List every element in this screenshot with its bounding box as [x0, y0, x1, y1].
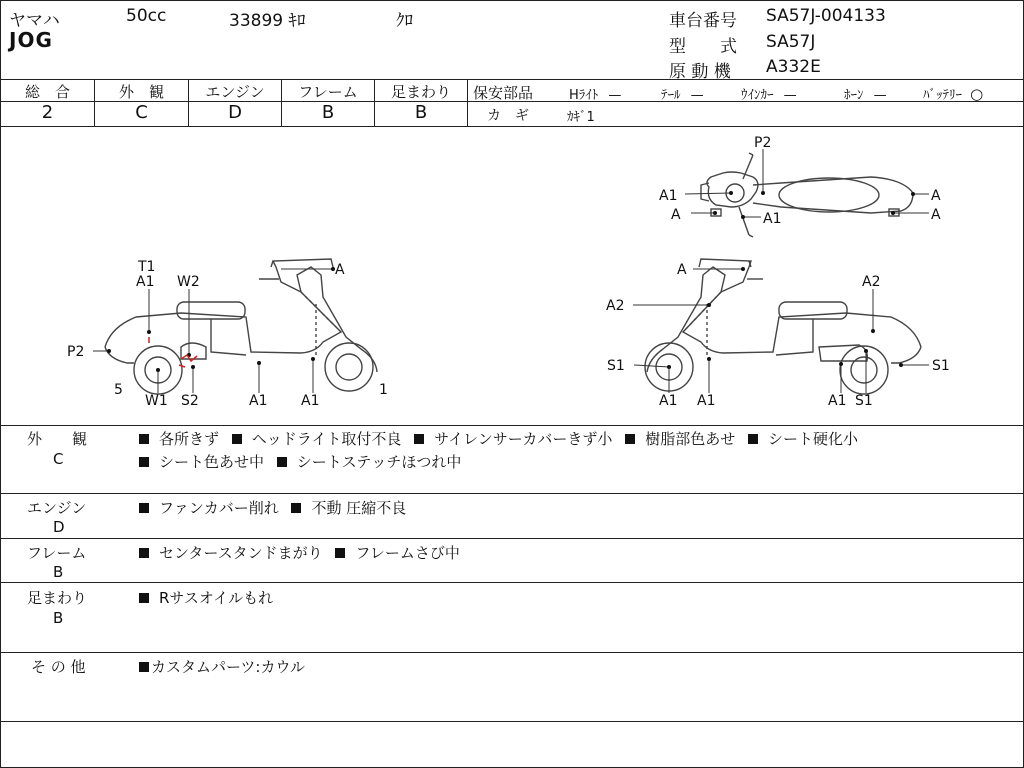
safety-item-value: — — [608, 88, 622, 103]
bullet-square — [139, 662, 149, 672]
finding: 各所きず — [159, 430, 220, 448]
mileage — [229, 6, 306, 31]
section-engine-line-1 — [139, 497, 406, 518]
section-other-line-1 — [139, 656, 305, 677]
label-right-a2: A2 — [606, 298, 625, 314]
finding: センタースタンドまがり — [159, 544, 323, 562]
bullet-square — [139, 434, 149, 444]
section-frame-line-1 — [139, 542, 460, 563]
label-right-a: A — [677, 262, 687, 278]
section-engine-label: エンジン — [27, 499, 87, 517]
bullet-square — [625, 434, 635, 444]
type-value: SA57J — [766, 32, 816, 52]
bullet-square — [414, 434, 424, 444]
safety-item-name: ｳｲﾝｶｰ — [741, 88, 774, 103]
divider — [1, 652, 1023, 653]
label-top-a1b: A1 — [763, 211, 782, 227]
divider — [1, 79, 1023, 80]
label-right-a2b: A2 — [862, 274, 881, 290]
safety-parts-label: 保安部品 — [473, 84, 534, 102]
finding: シート硬化小 — [768, 430, 859, 448]
engine-label: 原 動 機 — [669, 62, 731, 82]
bullet-square — [335, 548, 345, 558]
label-top-a-right: A — [931, 188, 941, 204]
finding: ファンカバー削れ — [159, 499, 279, 517]
damage-diagram — [1, 127, 1023, 425]
finding: 不動 圧縮不良 — [311, 499, 407, 517]
type-label: 型 式 — [669, 37, 737, 57]
grade-frame-label: フレーム — [298, 83, 358, 101]
section-frame-grade: B — [53, 563, 64, 581]
label-top-a: A — [671, 207, 681, 223]
divider — [1, 721, 1023, 722]
safety-item-name: Hﾗｲﾄ — [569, 88, 599, 103]
grade-total-value: 2 — [41, 102, 54, 123]
grade-engine-label: エンジン — [205, 83, 265, 101]
color: ｸﾛ — [396, 11, 413, 31]
bullet-square — [139, 503, 149, 513]
safety-winker — [741, 84, 797, 103]
section-exterior-line-2 — [139, 451, 461, 472]
bullet-square — [277, 457, 287, 467]
label-right-a1: A1 — [659, 393, 678, 409]
safety-item-name: ﾃｰﾙ — [661, 88, 681, 103]
frame-no: SA57J-004133 — [766, 6, 886, 26]
finding: シートステッチほつれ中 — [296, 453, 462, 471]
label-right-s1b: S1 — [932, 358, 950, 374]
safety-headlight — [569, 84, 621, 103]
grade-total-label: 総 合 — [24, 83, 70, 101]
bullet-square — [139, 548, 149, 558]
safety-item-value: — — [690, 88, 704, 103]
label-right-a1c: A1 — [828, 393, 847, 409]
safety-battery — [923, 84, 983, 103]
divider — [1, 425, 1023, 426]
maker: ヤマハ — [9, 11, 60, 31]
grade-suspension-value: B — [414, 102, 428, 123]
safety-item-name: ﾎｰﾝ — [844, 88, 864, 103]
label-left-a1-bottom: A1 — [249, 393, 268, 409]
displacement: 50cc — [126, 6, 167, 26]
finding: 樹脂部色あせ — [645, 430, 736, 448]
leader-lines — [93, 149, 929, 393]
marker-dots — [107, 191, 915, 372]
mileage-value: 33899 — [229, 11, 284, 31]
divider — [467, 79, 468, 126]
label-top-a-right2: A — [931, 207, 941, 223]
divider — [1, 582, 1023, 583]
section-exterior-label: 外 観 — [27, 430, 88, 448]
grade-exterior-label: 外 観 — [118, 83, 164, 101]
section-suspension-label: 足まわり — [27, 589, 88, 607]
section-exterior-grade: C — [53, 450, 64, 468]
divider — [1, 538, 1023, 539]
section-suspension-grade: B — [53, 609, 64, 627]
label-left-1: 1 — [379, 382, 388, 398]
label-right-s1: S1 — [607, 358, 625, 374]
safety-item-value: ○ — [970, 85, 984, 103]
divider — [1, 493, 1023, 494]
label-right-s1c: S1 — [855, 393, 873, 409]
safety-item-value: — — [783, 88, 797, 103]
bullet-square — [139, 593, 149, 603]
label-left-a1: A1 — [136, 274, 155, 290]
label-left-a: A — [335, 262, 345, 278]
mileage-unit: ｷﾛ — [288, 11, 306, 31]
key-value: ｶｷﾞ1 — [567, 110, 595, 125]
bullet-square — [139, 457, 149, 467]
finding: ヘッドライト取付不良 — [251, 430, 402, 448]
model-name: JOG — [9, 28, 53, 52]
finding: サイレンサーカバーきず小 — [434, 430, 613, 448]
grade-suspension-label: 足まわり — [390, 83, 451, 101]
bullet-square — [291, 503, 301, 513]
safety-item-value: — — [873, 88, 887, 103]
safety-horn — [844, 84, 887, 103]
safety-tail — [661, 84, 704, 103]
label-left-t1: T1 — [138, 259, 156, 275]
bullet-square — [232, 434, 242, 444]
label-left-w1: W1 — [145, 393, 168, 409]
grade-engine-value: D — [228, 102, 242, 123]
finding: フレームさび中 — [355, 544, 460, 562]
label-left-a1-bottom2: A1 — [301, 393, 320, 409]
engine-value: A332E — [766, 57, 821, 77]
finding: カスタムパーツ:カウル — [151, 658, 306, 676]
key-label: カ ギ — [487, 108, 529, 124]
grade-frame-value: B — [321, 102, 335, 123]
section-engine-grade: D — [53, 518, 65, 536]
label-left-p2: P2 — [67, 344, 85, 360]
label-right-a1b: A1 — [697, 393, 716, 409]
safety-item-name: ﾊﾞｯﾃﾘｰ — [923, 88, 962, 103]
frame-no-label: 車台番号 — [669, 11, 737, 31]
top-view-drawing — [701, 153, 913, 237]
label-left-s2: S2 — [181, 393, 199, 409]
label-top-p2: P2 — [754, 135, 772, 151]
section-suspension-line-1 — [139, 587, 273, 608]
label-left-5: 5 — [114, 382, 123, 398]
finding: Rサスオイルもれ — [159, 589, 274, 607]
label-left-w2: W2 — [177, 274, 200, 290]
label-top-a1: A1 — [659, 188, 678, 204]
finding: シート色あせ中 — [159, 453, 265, 471]
section-exterior-line-1 — [139, 428, 858, 449]
section-frame-label: フレーム — [27, 544, 87, 562]
section-other-label: そ の 他 — [31, 658, 86, 676]
bullet-square — [748, 434, 758, 444]
grade-exterior-value: C — [135, 102, 148, 123]
